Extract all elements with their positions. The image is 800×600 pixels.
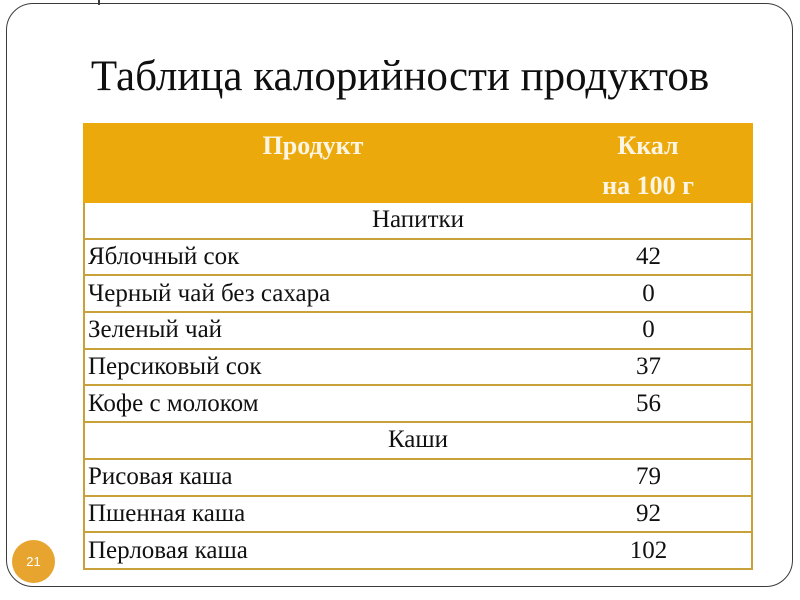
kcal-value-cell: 102: [629, 536, 668, 564]
column-header-kcal: [543, 123, 753, 203]
table-body: [83, 203, 753, 570]
kcal-value-cell: 42: [636, 243, 661, 271]
table-row: [85, 276, 751, 313]
column-header-kcal-line1: Ккал: [617, 131, 679, 160]
table-row: [85, 497, 751, 534]
column-header-kcal-line2: на 100 г: [602, 171, 694, 200]
section-label: Каши: [387, 426, 449, 454]
slide-title: Таблица калорийности продуктов: [90, 53, 710, 100]
section-row: [85, 423, 751, 460]
section-row: [85, 203, 751, 240]
page-number-badge: [12, 540, 55, 583]
product-name-cell: Пшенная каша: [88, 499, 246, 527]
kcal-value-cell: 0: [642, 279, 655, 307]
table-row: [85, 350, 751, 387]
table-row: [85, 240, 751, 277]
table-row: [85, 386, 751, 423]
frame-corner-accent: [98, 0, 100, 5]
column-header-product: Продукт: [262, 131, 364, 160]
table-row: [85, 313, 751, 350]
product-name-cell: Персиковый сок: [88, 353, 262, 381]
kcal-value-cell: 56: [636, 389, 661, 417]
product-name-cell: Перловая каша: [88, 536, 248, 564]
product-name-cell: Зеленый чай: [88, 316, 223, 344]
product-name-cell: Черный чай без сахара: [88, 279, 331, 307]
table-row: [85, 533, 751, 570]
table-header-row: [83, 123, 753, 203]
product-name-cell: Яблочный сок: [88, 243, 240, 271]
kcal-value-cell: 92: [636, 499, 661, 527]
kcal-value-cell: 0: [642, 316, 655, 344]
calorie-table: [83, 123, 753, 570]
kcal-value-cell: 37: [636, 353, 661, 381]
kcal-value-cell: 79: [636, 463, 661, 491]
product-name-cell: Рисовая каша: [88, 463, 233, 491]
product-name-cell: Кофе с молоком: [88, 389, 259, 417]
section-label: Напитки: [371, 206, 465, 234]
page-number: 21: [26, 554, 41, 569]
table-row: [85, 460, 751, 497]
